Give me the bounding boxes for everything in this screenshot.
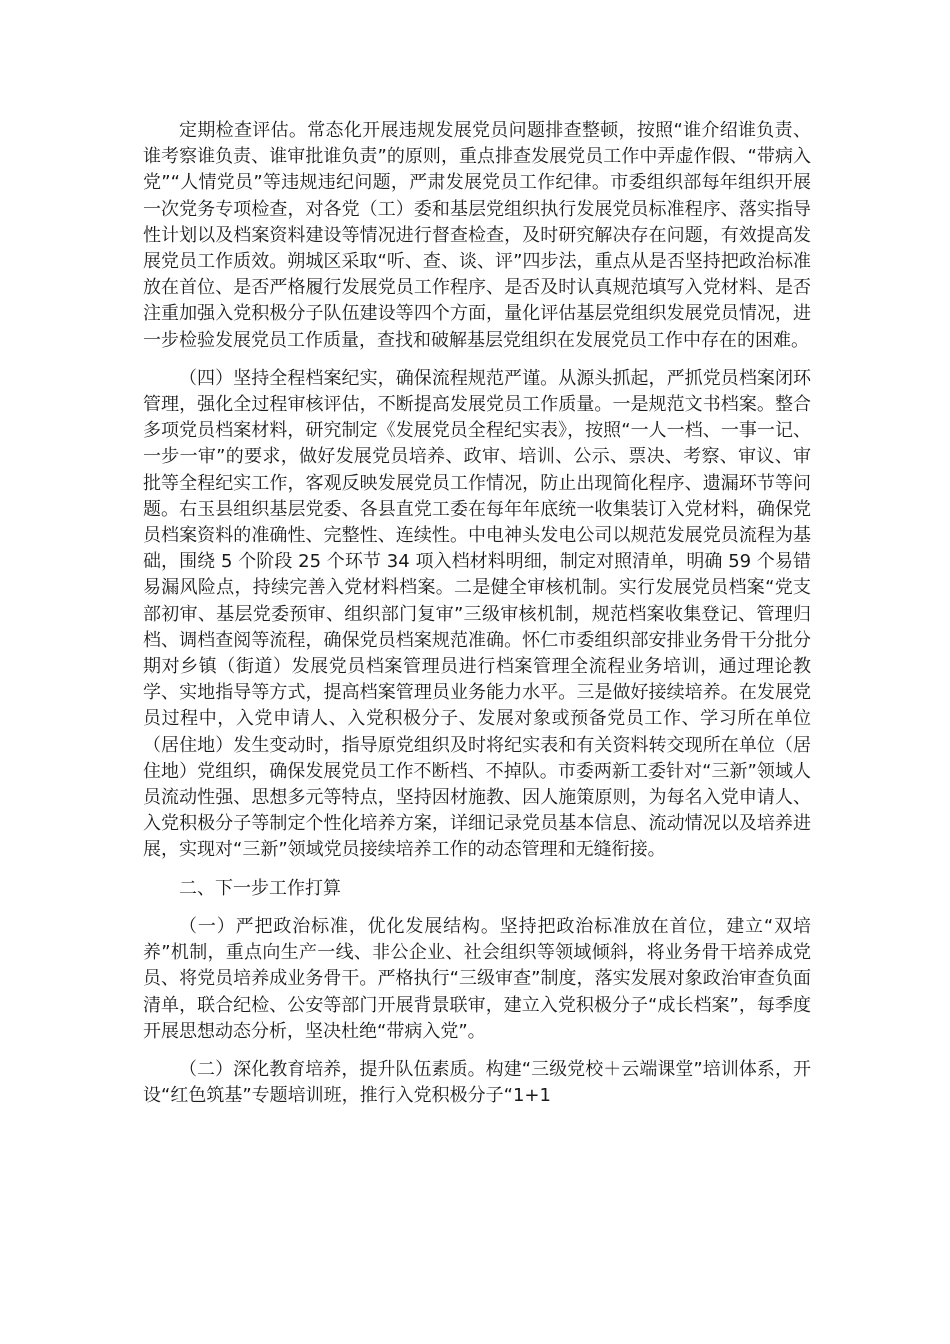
document-body: [143, 118, 811, 1121]
section-heading-next-steps: 二、下一步工作打算: [179, 877, 341, 899]
paragraph-archive-records: （四）坚持全程档案纪实，确保流程规范严谨。从源头抓起，严抓党员档案闭环管理，强化全过程审核评估，不断提高发展党员工作质量。一是规范文书档案。整合多项党员档案材料，研究制定《发展党员全程纪实表》，按照“一人一档、一事一记、一步一审”的要求，做好发展党员培养、政审、培训、公示、票决、考察、审议、审批等全程纪实工作，客观反映发展党员工作情况，防止出现简化程序、遗漏环节等问题。右玉县组织基层党委、各县直党工委在每年年底统一收集装订入党材料，确保党员档案资料的准确性、完整性、连续性。中电神头发电公司以规范发展党员流程为基础，围绕 5 个阶段 25 个环节 34 项入档材料明细，制定对照清单，明确 59 个易错易漏风险点，持续完善入党材料档案。二是健全审核机制。实行发展党员档案“党支部初审、基层党委预审、组织部门复审”三级审核机制，规范档案收集登记、管理归档、调档查阅等流程，确保党员档案规范准确。怀仁市委组织部安排业务骨干分批分期对乡镇（街道）发展党员档案管理员进行档案管理全流程业务培训，通过理论教学、实地指导等方式，提高档案管理员业务能力水平。三是做好接续培养。在发展党员过程中，入党申请人、入党积极分子、发展对象或预备党员工作、学习所在单位（居住地）发生变动时，指导原党组织及时将纪实表和有关资料转交现所在单位（居住地）党组织，确保发展党员工作不断档、不掉队。市委两新工委针对“三新”领域人员流动性强、思想多元等特点，坚持因材施教、因人施策原则，为每名入党申请人、入党积极分子等制定个性化培养方案，详细记录党员基本信息、流动情况以及培养进展，实现对“三新”领域党员接续培养工作的动态管理和无缝衔接。: [143, 367, 811, 861]
paragraph-education-training: （二）深化教育培养，提升队伍素质。构建“三级党校＋云端课堂”培训体系，开设“红色筑基”专题培训班，推行入党积极分子“1+1: [143, 1058, 811, 1107]
paragraph-political-standard: （一）严把政治标准，优化发展结构。坚持把政治标准放在首位，建立“双培养”机制，重点向生产一线、非公企业、社会组织等领域倾斜，将业务骨干培养成党员、将党员培养成业务骨干。严格执行“三级审查”制度，落实发展对象政治审查负面清单，联合纪检、公安等部门开展背景联审，建立入党积极分子“成长档案”，每季度开展思想动态分析，坚决杜绝“带病入党”。: [143, 915, 811, 1042]
paragraph-inspection: 定期检查评估。常态化开展违规发展党员问题排查整顿，按照“谁介绍谁负责、谁考察谁负责、谁审批谁负责”的原则，重点排查发展党员工作中弄虚作假、“带病入党”“人情党员”等违规违纪问题，严肃发展党员工作纪律。市委组织部每年组织开展一次党务专项检查，对各党（工）委和基层党组织执行发展党员标准程序、落实指导性计划以及档案资料建设等情况进行督查检查，及时研究解决存在问题，有效提高发展党员工作质效。朔城区采取“听、查、谈、评”四步法，重点从是否坚持把政治标准放在首位、是否严格履行发展党员工作程序、是否及时认真规范填写入党材料、是否注重加强入党积极分子队伍建设等四个方面，量化评估基层党组织发展党员情况，进一步检验发展党员工作质量，查找和破解基层党组织在发展党员工作中存在的困难。: [143, 120, 811, 351]
